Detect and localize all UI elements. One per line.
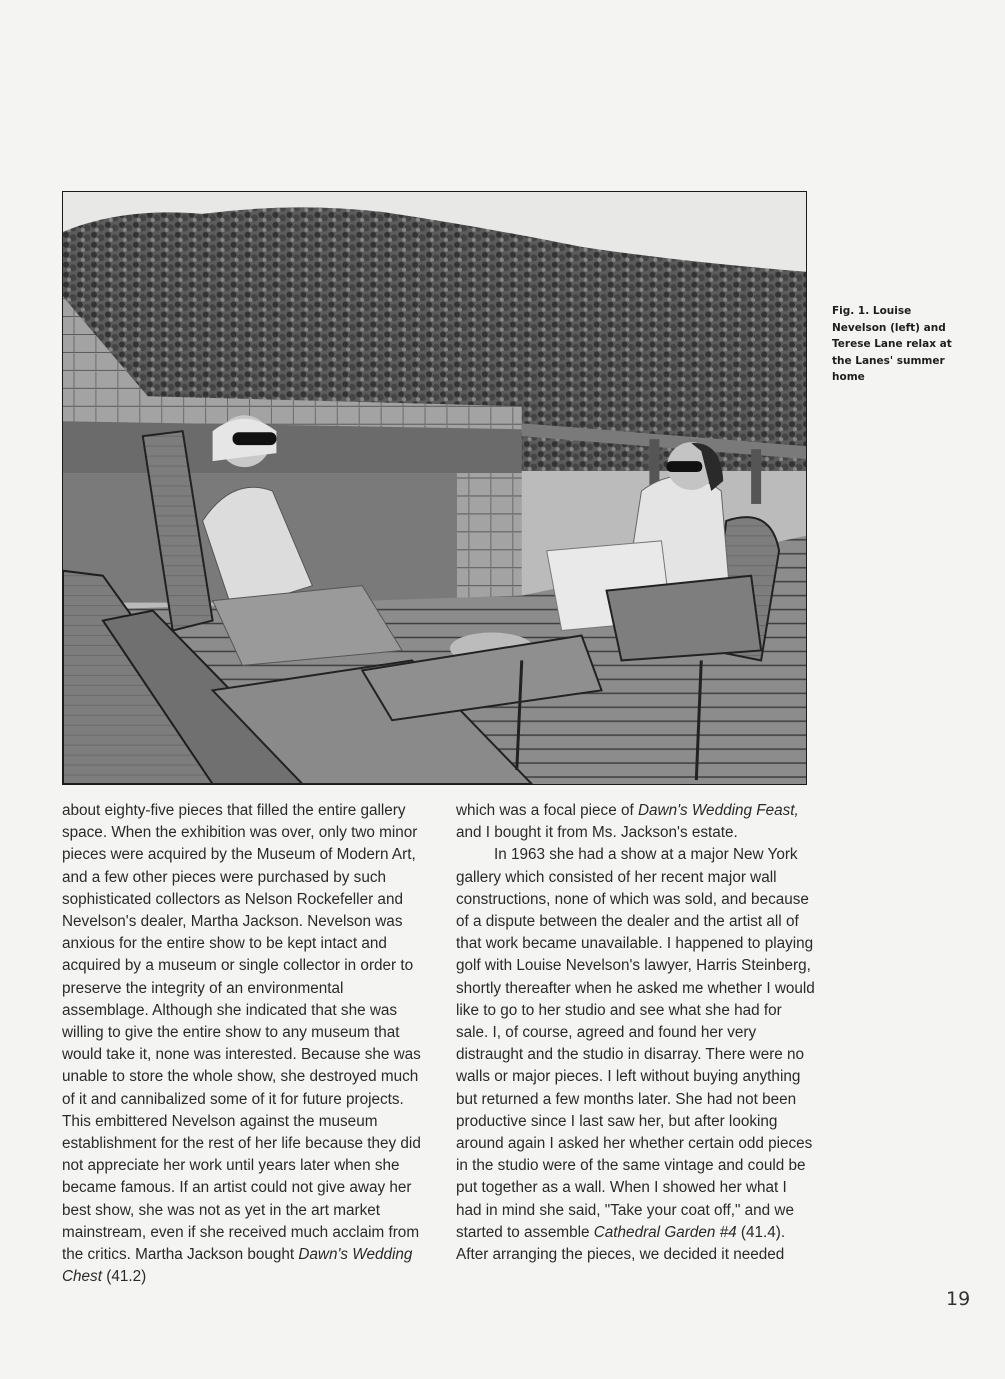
photo-illustration (63, 192, 806, 784)
paragraph-text: about eighty-five pieces that filled the entire gallery space. When the exhibition was over, only two minor pieces were acquired by the Museum of Modern Art, and a few other pieces were purchased by such sophisticated collectors as Nelson Rockefeller and Nevelson's dealer, Martha Jackson. Nevelson was anxious for the entire show to be kept intact and acquired by a museum or single collector in order to preserve the integrity of an environmental assemblage. Although she indicated that she was willing to give the entire show to any museum that would take it, none was interested. Because she was unable to store the whole show, she destroyed much of it and cannibalized some of it for future projects. This embittered Nevelson against the museum establishment for the rest of her life because they did not appreciate her work until years later when she became famous. If an artist could not give away her best show, she was not as yet in the art market mainstream, even if she received much acclaim from the critics. Martha Jackson bought (62, 802, 421, 1264)
paragraph (456, 844, 816, 1266)
artwork-title: Cathedral Garden #4 (593, 1223, 737, 1241)
paragraph-text: and I bought it from Ms. Jackson's estate. (456, 824, 738, 842)
body-column-right (456, 800, 816, 1266)
body-column-left (62, 800, 422, 1288)
artwork-title: Dawn's Wedding Chest (62, 1246, 413, 1286)
page-number: 19 (946, 1288, 971, 1310)
paragraph-text: In 1963 she had a show at a major New York gallery which consisted of her recent major wall constructions, none of which was sold, and because of a dispute between the dealer and the artist all of that work became unavailable. I happened to playing golf with Louise Nevelson's lawyer, Harris Steinberg, shortly thereafter when he asked me whether I would like to go to her studio and see what she had for sale. I, of course, agreed and found her very distraught and the studio in disarray. There were no walls or major pieces. I left without buying anything but returned a few months later. She had not been productive since I last saw her, but after looking around again I asked her whether certain odd pieces in the studio were of the same vintage and could be put together as a wall. When I showed her what I had in mind she said, "Take your coat off," and we started to assemble (456, 846, 815, 1241)
paragraph-text: (41.4). After arranging the pieces, we decided it needed (456, 1223, 786, 1264)
paragraph (62, 800, 422, 1288)
figure-photo (62, 191, 807, 785)
paragraph (456, 800, 816, 844)
paragraph-text: which was a focal piece of (456, 802, 638, 819)
artwork-title: Dawn's Wedding Feast, (637, 802, 799, 819)
figure-caption: Fig. 1. Louise Nevelson (left) and Terese Lane relax at the Lanes' summer home (832, 305, 952, 383)
paragraph-text: (41.2) (101, 1268, 147, 1286)
